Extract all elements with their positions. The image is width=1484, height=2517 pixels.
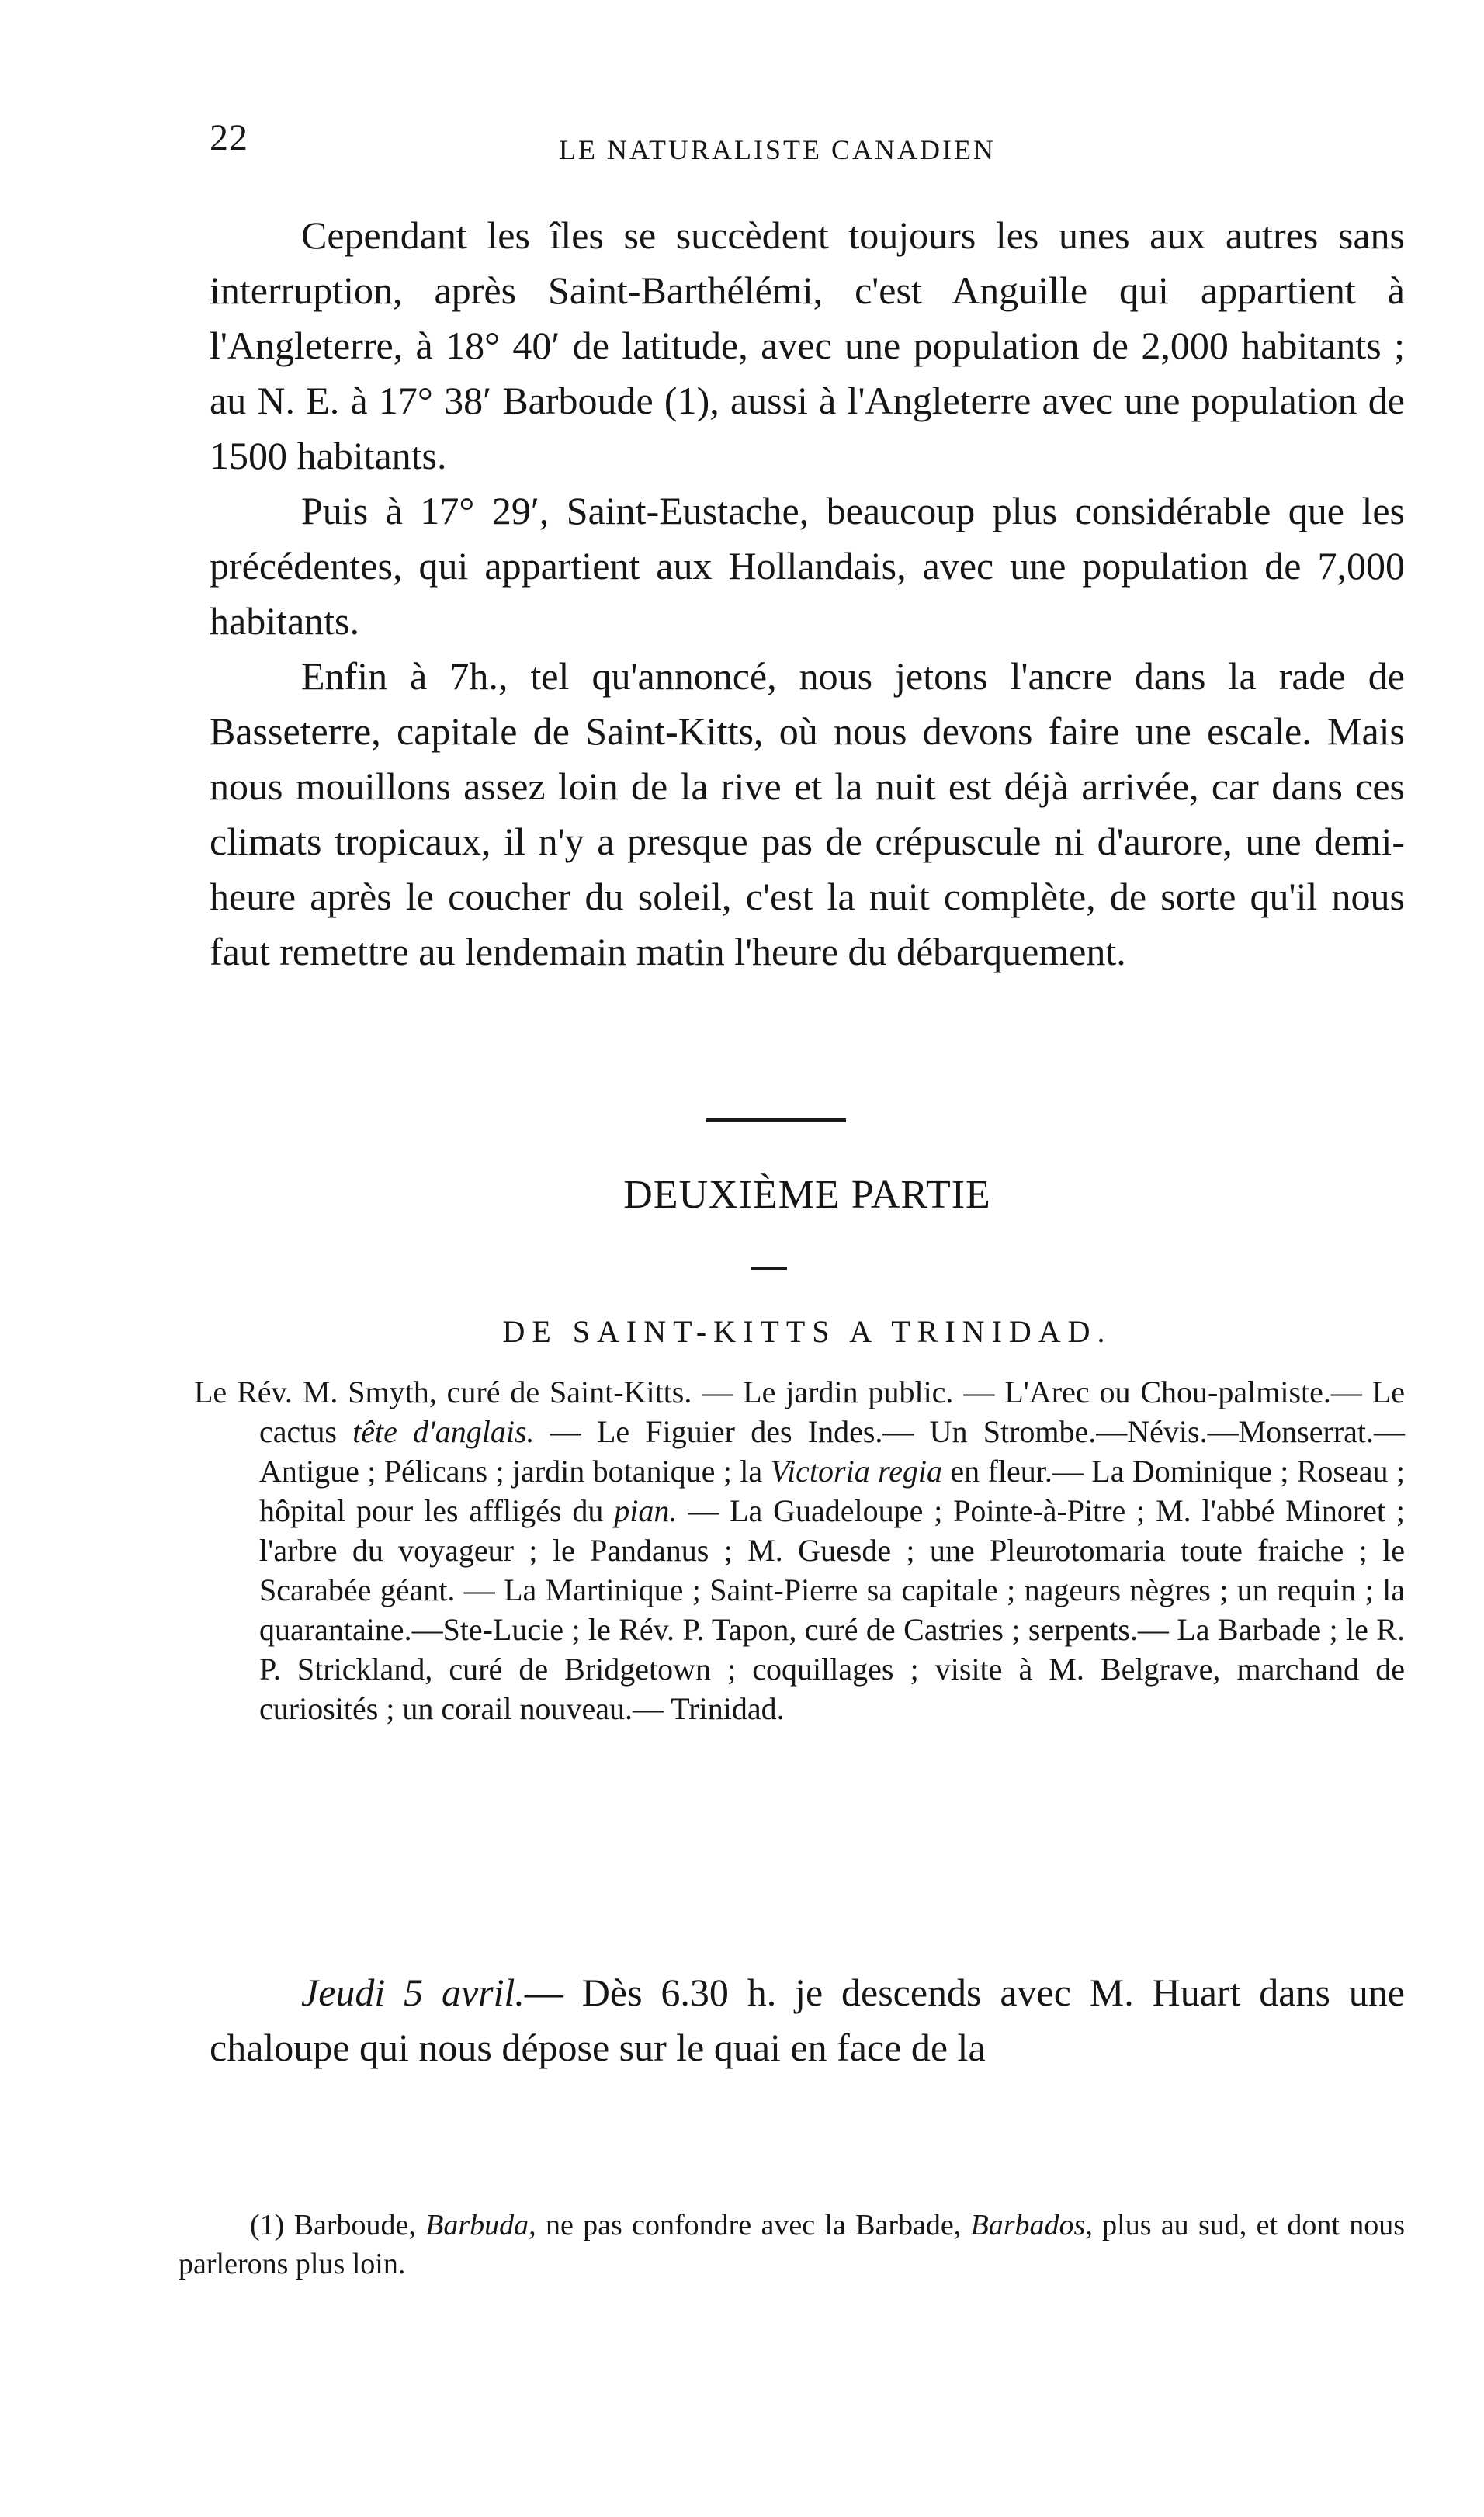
entry-text: — Dès 6.30 h. je descends avec M. Huart dans une chaloupe qui nous dépose sur le quai en face de la xyxy=(210,1971,1405,2069)
page-number: 22 xyxy=(210,117,248,158)
section-title: DE SAINT-KITTS A TRINIDAD. xyxy=(502,1314,1112,1349)
footnote xyxy=(179,2206,1405,2283)
section-divider-rule xyxy=(706,1118,846,1122)
paragraph: Enfin à 7h., tel qu'annoncé, nous jetons l'ancre dans la rade de Basseterre, capitale de Saint-Kitts, où nous devons faire une escale. Mais nous mouillons assez loin de la rive et la nuit est déjà arrivée, car dans ces climats tropicaux, il n'y a presque pas de crépuscule ni d'aurore, une demi-heure après le coucher du soleil, c'est la nuit complète, de sorte qu'il nous faut remettre au lendemain matin l'heure du débarquement. xyxy=(210,654,1405,973)
part-title: DEUXIÈME PARTIE xyxy=(623,1173,991,1217)
title-dash xyxy=(751,1267,787,1270)
summary-text: — Le Figuier des Indes.— Un Strombe.—Névis.—Monserrat.—Antigue ; Pélicans ; jardin botanique ; la xyxy=(259,1414,1405,1489)
chapter-summary xyxy=(194,1372,1405,1728)
summary-text: en fleur.— La Dominique ; Roseau ; hôpital pour les affligés du xyxy=(259,1454,1405,1528)
diary-entry xyxy=(210,1965,1405,2075)
summary-italic-term: pian. xyxy=(614,1493,678,1528)
summary-text: — La Guadeloupe ; Pointe-à-Pitre ; M. l'abbé Minoret ; l'arbre du voyageur ; le Pandanus ; M. Guesde ; une Pleurotomaria toute fraiche ; le Scarabée géant. — La Martinique ; Saint-Pierre sa capitale ; nageurs nègres ; un requin ; la quarantaine.—Ste-Lucie ; le Rév. P. Tapon, curé de Castries ; serpents.— La Barbade ; le R. P. Strickland, curé de Bridgetown ; coquillages ; visite à M. Belgrave, marchand de curiosités ; un corail nouveau.— Trinidad. xyxy=(259,1493,1405,1726)
running-head xyxy=(210,116,1397,171)
summary-italic-term: Victoria regia xyxy=(770,1454,943,1489)
footnote-text: ne pas confondre avec la Barbade, xyxy=(536,2209,971,2241)
paragraph: Cependant les îles se succèdent toujours les unes aux autres sans interruption, après Saint-Barthélémi, c'est Anguille qui appartient à l'Angleterre, à 18° 40′ de latitude, avec une population de 2,000 habitants ; au N. E. à 17° 38′ Barboude (1), aussi à l'Angleterre avec une population de 1500 habitants. xyxy=(210,213,1405,477)
footnote-text: Barboude, xyxy=(284,2209,426,2241)
entry-paragraph xyxy=(210,1965,1405,2075)
footnote-text: plus au sud, et dont nous parlerons plus loin. xyxy=(179,2209,1405,2280)
footnote-marker: (1) xyxy=(250,2209,285,2241)
summary-italic-term: tête d'anglais. xyxy=(352,1414,535,1449)
journal-title: LE NATURALISTE CANADIEN xyxy=(559,134,996,165)
paragraph: Puis à 17° 29′, Saint-Eustache, beaucoup plus considérable que les précédentes, qui appartient aux Hollandais, avec une population de 7,000 habitants. xyxy=(210,489,1405,643)
footnote-italic-term: Barbados, xyxy=(970,2209,1093,2241)
summary-text: Le Rév. M. Smyth, curé de Saint-Kitts. — Le jardin public. — L'Arec ou Chou-palmiste.— Le cactus xyxy=(194,1375,1405,1449)
entry-date: Jeudi 5 avril. xyxy=(301,1971,525,2014)
footnote-italic-term: Barbuda, xyxy=(425,2209,536,2241)
body-text xyxy=(210,208,1405,979)
